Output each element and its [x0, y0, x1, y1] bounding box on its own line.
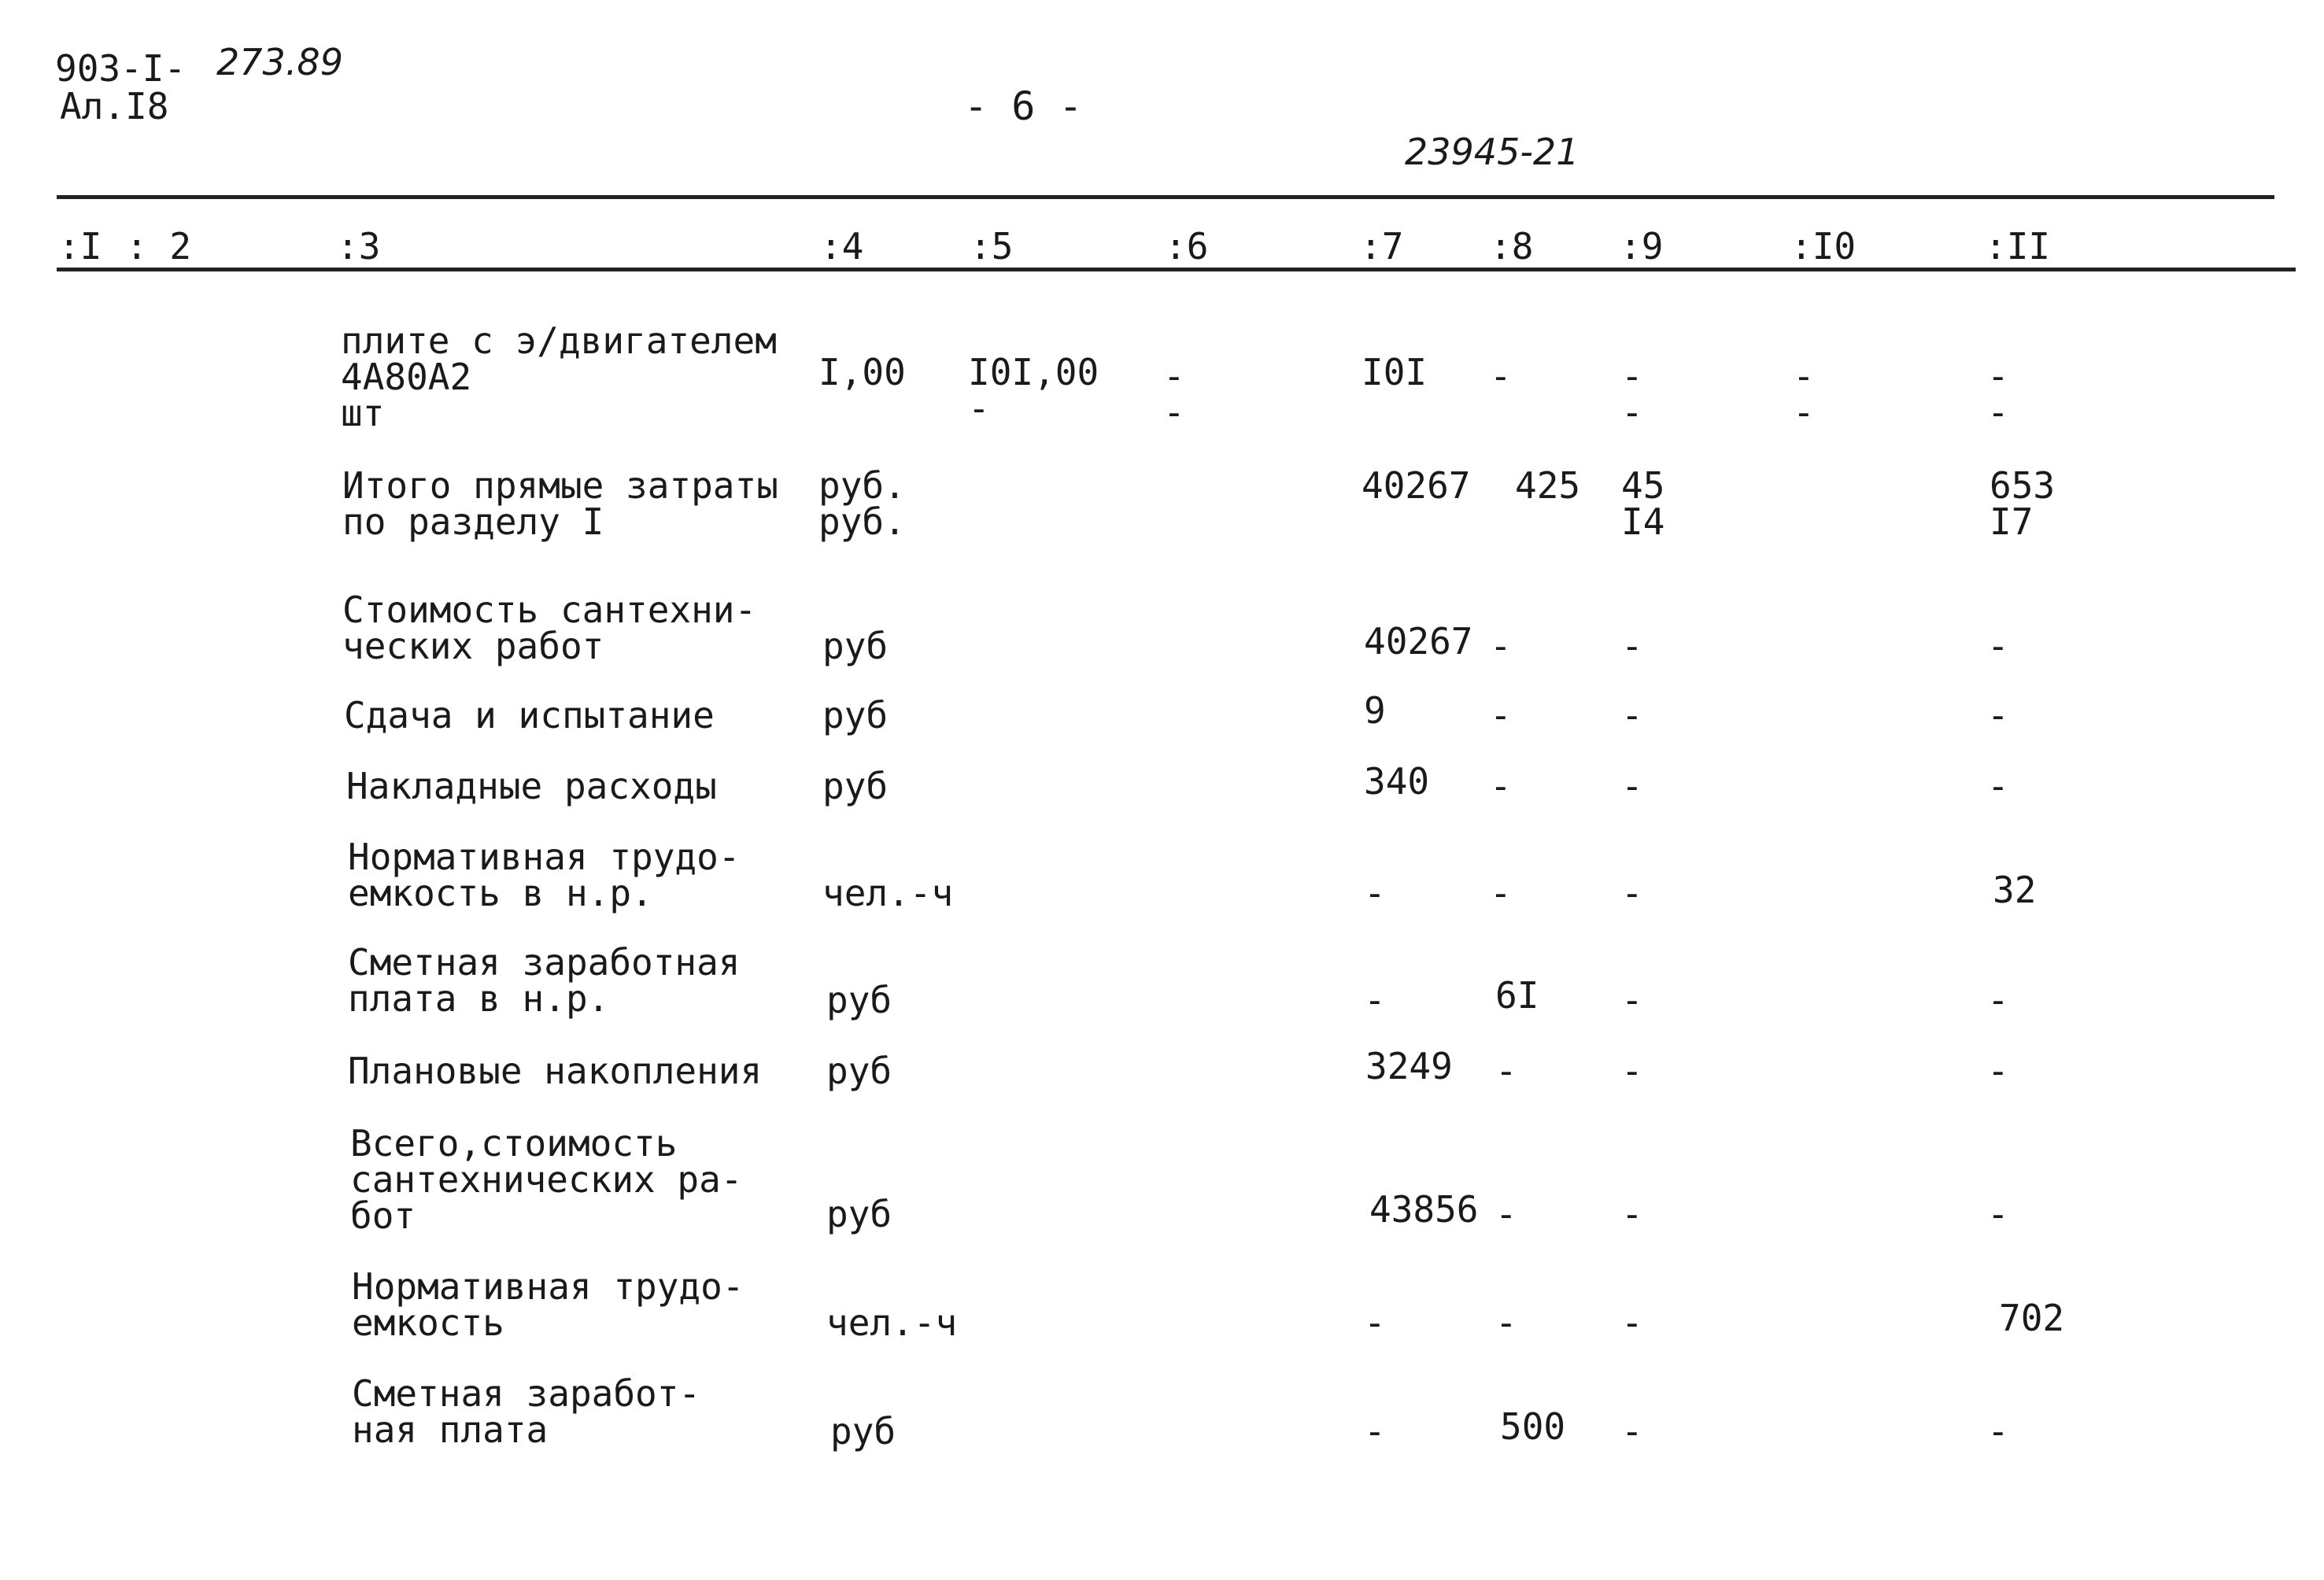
document-code-handwritten: 273.89	[216, 41, 343, 83]
table-cell: -	[1621, 694, 1643, 736]
table-cell: -	[1490, 355, 1512, 397]
column-number: :3	[337, 225, 381, 268]
table-cell: -	[1364, 1301, 1386, 1344]
column-number: :8	[1490, 225, 1534, 268]
table-cell: -	[1621, 1410, 1643, 1453]
table-cell: -	[1621, 1050, 1643, 1092]
table-cell: -	[1490, 872, 1512, 914]
table-cell: 9	[1364, 689, 1386, 732]
table-cell: -	[1621, 765, 1643, 807]
table-row-name: Плановые накопления	[348, 1050, 763, 1092]
table-cell: -	[1621, 1193, 1643, 1235]
table-row-name: Сдача и испытание	[344, 694, 715, 736]
top-rule	[57, 195, 2274, 199]
table-cell: -	[1495, 1050, 1517, 1092]
document-code: 903-I-	[55, 47, 187, 90]
table-cell: - -	[1793, 355, 1815, 434]
table-cell: -	[1364, 872, 1386, 914]
table-cell: -	[1490, 694, 1512, 736]
table-cell: I0I,00 -	[968, 351, 1099, 430]
table-cell: 702	[1999, 1297, 2065, 1339]
table-cell: руб	[822, 765, 889, 807]
table-cell: -	[1987, 1410, 2009, 1453]
column-number: :7	[1360, 225, 1404, 268]
column-number: : 2	[126, 225, 192, 268]
column-number: :6	[1165, 225, 1209, 268]
table-row-name: Нормативная трудо- емкость	[352, 1265, 744, 1344]
table-cell: руб	[826, 1050, 892, 1092]
table-row-name: Всего,стоимость сантехнических ра- бот	[350, 1122, 743, 1237]
table-cell: -	[1987, 1193, 2009, 1235]
page-number: - 6 -	[964, 83, 1083, 129]
table-cell: 6I	[1495, 974, 1539, 1017]
table-cell: I,00	[818, 351, 906, 393]
table-cell: - -	[1987, 355, 2009, 434]
column-number: :I	[58, 225, 102, 268]
table-cell: - -	[1621, 355, 1643, 434]
table-row-name: Накладные расходы	[346, 765, 717, 807]
table-cell: -	[1621, 872, 1643, 914]
stamp-number: 23945-21	[1405, 131, 1580, 173]
table-cell: -	[1987, 979, 2009, 1021]
table-row-name: плите с э/двигателем 4А80А2 шт	[341, 319, 777, 434]
table-cell: -	[1495, 1301, 1517, 1344]
table-row-name: Стоимость сантехни- ческих работ	[342, 589, 757, 667]
table-cell: чел.-ч	[822, 872, 954, 914]
column-number: :9	[1620, 225, 1664, 268]
table-row-name: Нормативная трудо- емкость в н.р.	[348, 836, 741, 914]
table-cell: руб	[826, 979, 892, 1021]
table-cell: -	[1987, 694, 2009, 736]
table-cell: руб	[830, 1410, 896, 1453]
album-number: Ал.I8	[60, 85, 169, 127]
column-number: :II	[1985, 225, 2051, 268]
table-cell: 425	[1515, 464, 1581, 507]
table-cell: 340	[1364, 760, 1430, 803]
table-row-name: Сметная заработная плата в н.р.	[348, 941, 741, 1020]
table-cell: чел.-ч	[826, 1301, 958, 1344]
table-cell: I0I	[1362, 351, 1428, 393]
column-number: :5	[970, 225, 1014, 268]
table-cell: -	[1621, 979, 1643, 1021]
column-number: :I0	[1790, 225, 1857, 268]
header-rule	[57, 268, 2296, 271]
table-cell: -	[1490, 625, 1512, 667]
table-cell: руб	[822, 694, 889, 736]
table-cell: 32	[1993, 869, 2037, 911]
table-cell: - -	[1163, 355, 1185, 434]
table-cell: -	[1495, 1193, 1517, 1235]
table-cell: 3249	[1365, 1045, 1453, 1087]
table-cell: -	[1364, 979, 1386, 1021]
table-cell: 40267	[1364, 620, 1473, 663]
table-row-name: Итого прямые затраты по разделу I	[342, 464, 778, 543]
table-cell: 45 I4	[1621, 464, 1665, 543]
table-cell: руб	[826, 1193, 892, 1235]
table-cell: -	[1987, 765, 2009, 807]
table-cell: руб	[822, 625, 889, 667]
table-cell: -	[1987, 625, 2009, 667]
column-number: :4	[820, 225, 864, 268]
table-cell: -	[1621, 625, 1643, 667]
table-cell: -	[1364, 1410, 1386, 1453]
table-cell: 43856	[1369, 1188, 1479, 1231]
table-cell: -	[1490, 765, 1512, 807]
table-row-name: Сметная заработ- ная плата	[352, 1372, 701, 1451]
table-cell: 40267	[1362, 464, 1471, 507]
table-cell: -	[1621, 1301, 1643, 1344]
table-cell: руб. руб.	[818, 464, 906, 543]
table-cell: 653 I7	[1990, 464, 2056, 543]
table-cell: -	[1987, 1050, 2009, 1092]
table-cell: 500	[1500, 1405, 1566, 1448]
